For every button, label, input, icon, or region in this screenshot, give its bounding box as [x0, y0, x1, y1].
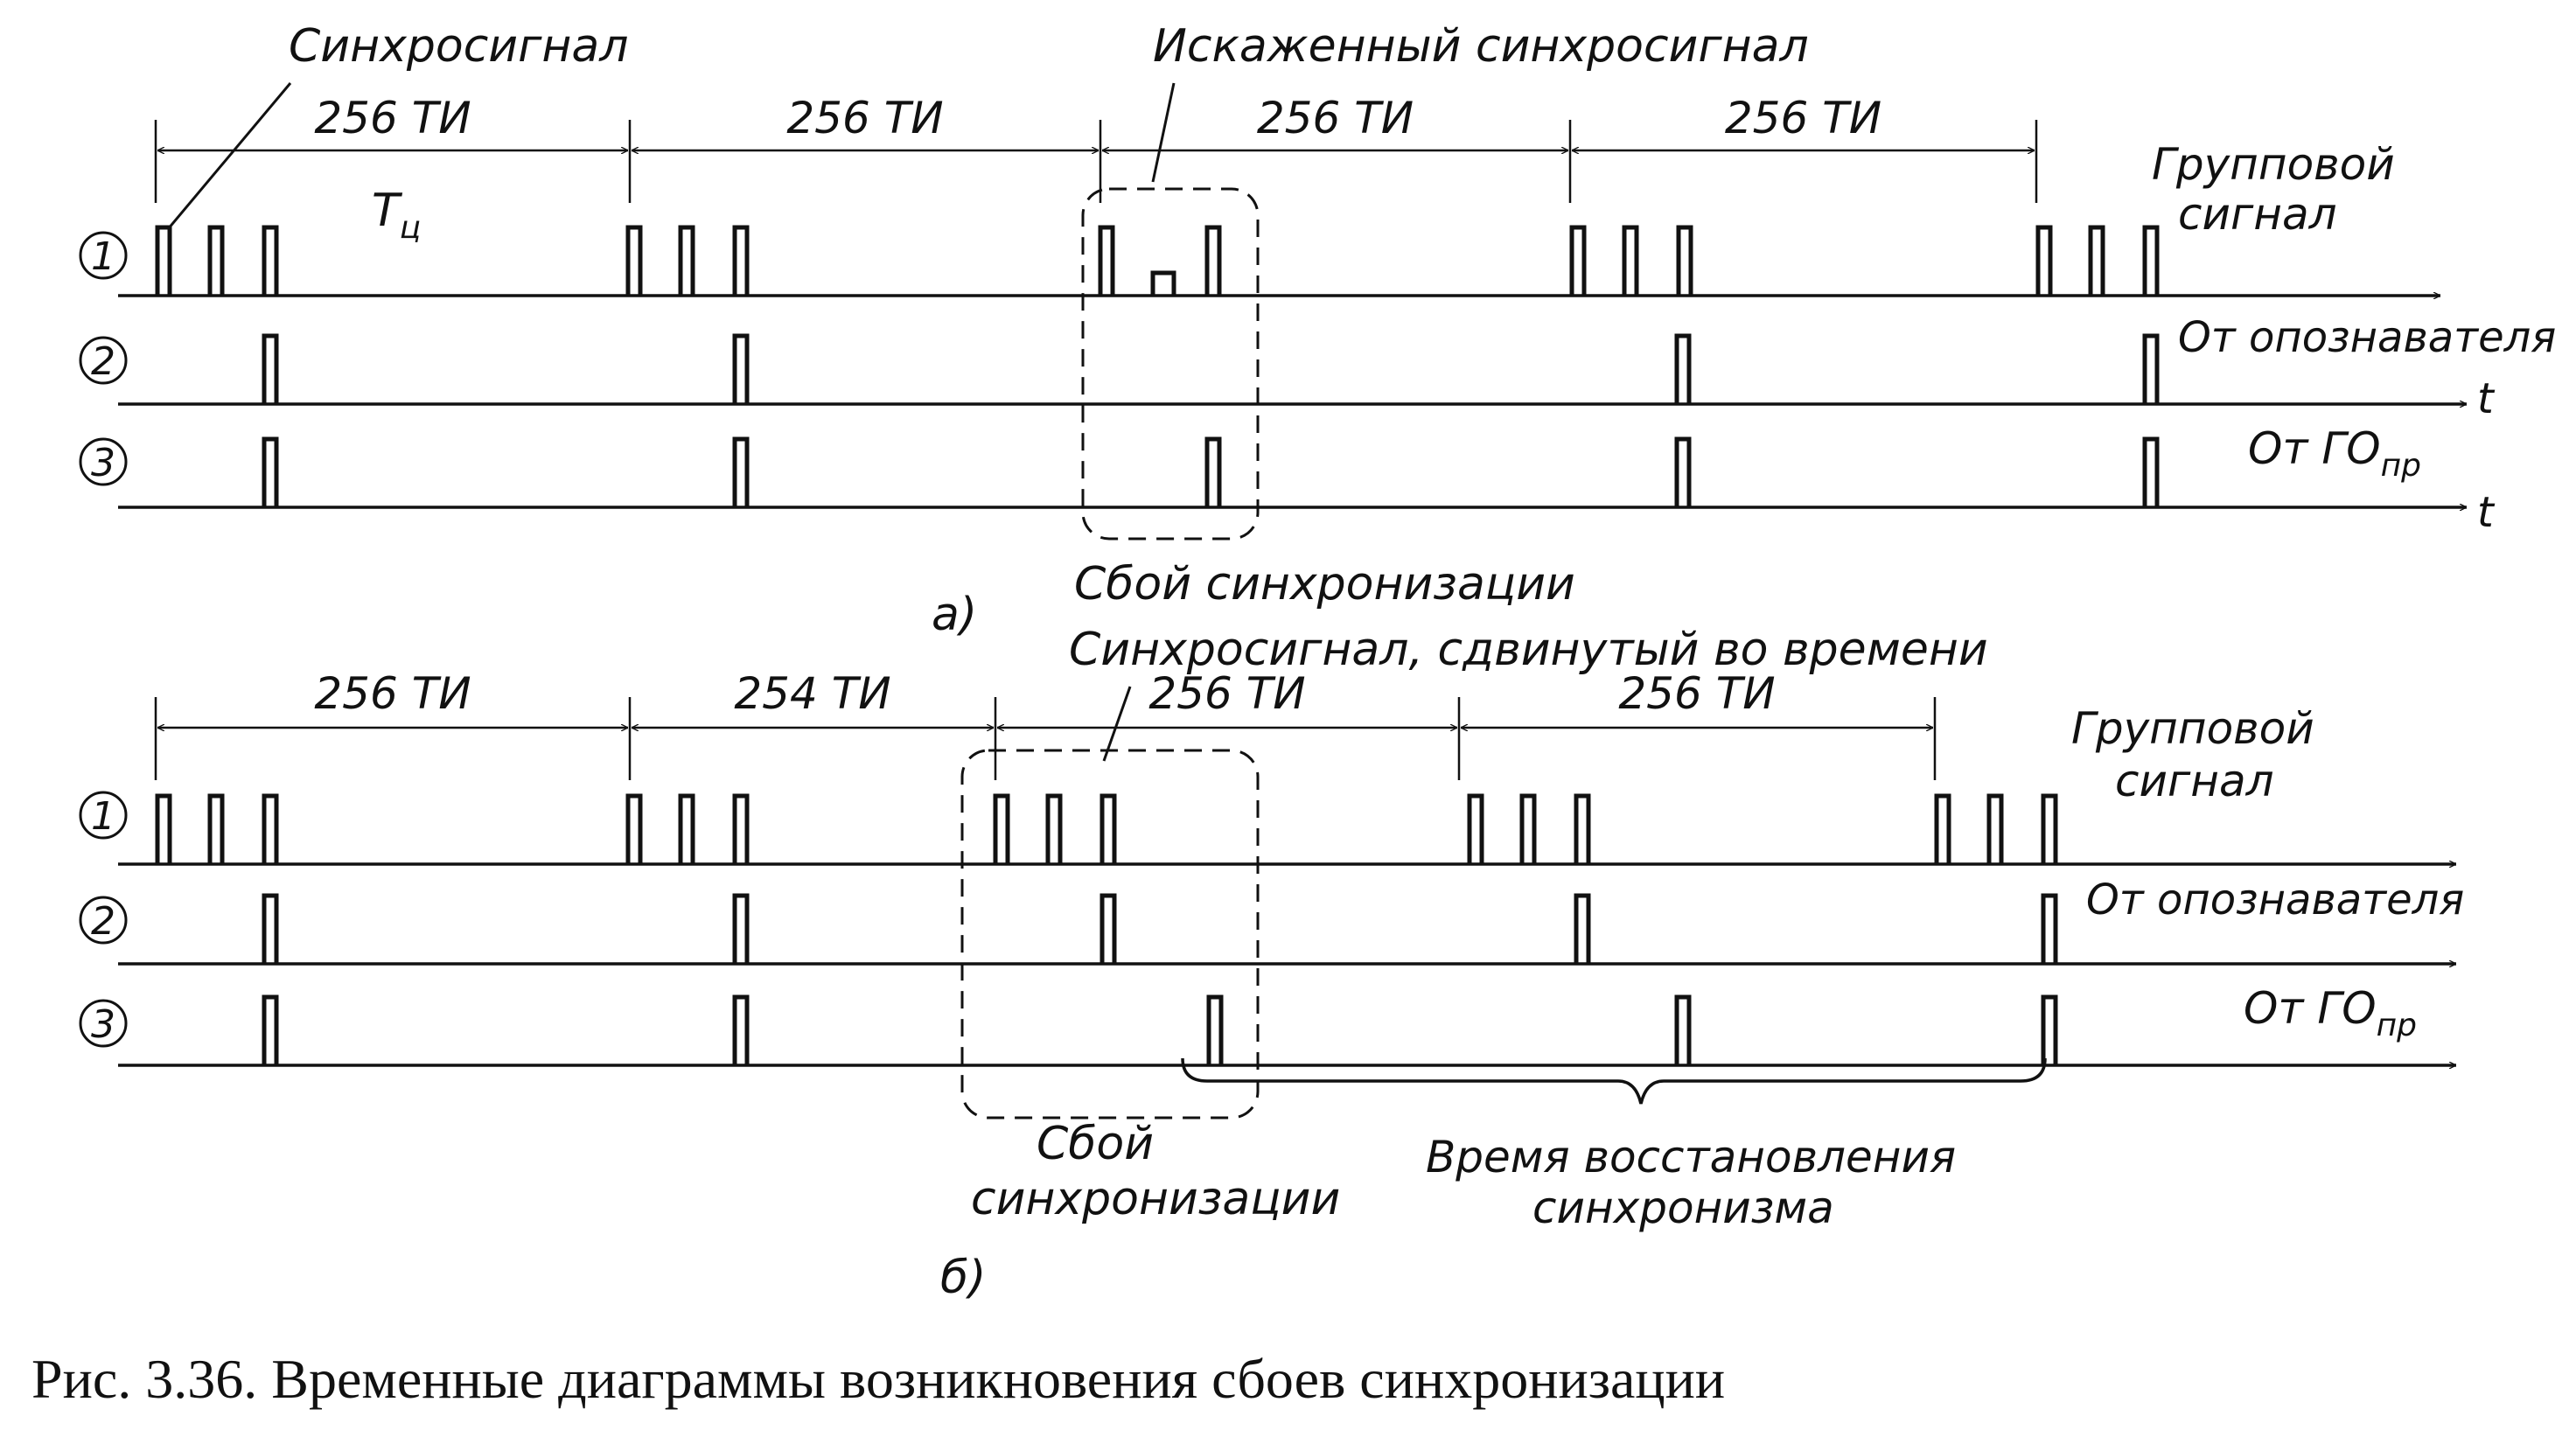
group-pulse: [2091, 227, 2103, 296]
panel-a-row-number: 2: [91, 339, 115, 384]
sync-failure-label-line2: синхронизации: [971, 1173, 1341, 1225]
sync-pulse: [1207, 227, 1219, 296]
panel-b-label: б): [940, 1252, 987, 1304]
sync-failure-label-line1: Сбой: [1037, 1118, 1154, 1170]
go-pulse: [2145, 439, 2157, 507]
failure-highlight-box: [1083, 189, 1258, 539]
group-pulse: [1102, 796, 1114, 864]
figure-caption: Рис. 3.36. Временные диаграммы возникновения сбоев синхронизации: [31, 1348, 1726, 1410]
identifier-pulse: [1677, 336, 1689, 404]
go-pulse: [735, 997, 747, 1065]
group-pulse: [681, 227, 693, 296]
go-pulse: [735, 439, 747, 507]
time-axis-label-row3: t: [2477, 488, 2494, 537]
go-pulse: [2043, 997, 2056, 1065]
interval-dimension-label: 254 ТИ: [734, 668, 891, 719]
group-pulse: [1470, 796, 1482, 864]
group-pulse: [1048, 796, 1060, 864]
identifier-pulse: [2145, 336, 2157, 404]
panel-a-label: а): [932, 589, 978, 641]
shifted-sync-label: Синхросигнал, сдвинутый во времени: [1069, 624, 1988, 676]
identifier-pulse: [735, 336, 747, 404]
identifier-pulse: [735, 896, 747, 964]
group-pulse: [264, 796, 276, 864]
identifier-pulse: [264, 896, 276, 964]
panel-b-row-number: 1: [91, 794, 115, 839]
group-pulse: [2145, 227, 2157, 296]
group-signal-label-line2: сигнал: [2115, 756, 2274, 806]
cycle-label: $Т_ц$: [372, 185, 422, 246]
go-pulse: [264, 439, 276, 507]
group-pulse: [1572, 227, 1584, 296]
interval-dimension-label: 256 ТИ: [1256, 93, 1414, 143]
panel-a-row-number: 1: [91, 234, 115, 279]
group-pulse: [681, 796, 693, 864]
group-pulse: [1679, 227, 1691, 296]
group-pulse: [2043, 796, 2056, 864]
group-pulse: [157, 227, 170, 296]
panel-b-row-number: 3: [91, 1002, 115, 1047]
group-signal-label-line1: Групповой: [2071, 703, 2314, 754]
interval-dimension-label: 256 ТИ: [786, 93, 944, 143]
group-pulse: [1522, 796, 1534, 864]
interval-dimension-label: 256 ТИ: [1148, 668, 1306, 719]
sync-label: Синхросигнал: [289, 20, 629, 73]
distorted-sync-pulse: [1153, 273, 1174, 296]
go-pulse: [1209, 997, 1221, 1065]
group-pulse: [628, 227, 640, 296]
from-identifier-label: От опознавателя: [2086, 875, 2465, 924]
group-pulse: [1576, 796, 1588, 864]
group-pulse: [735, 796, 747, 864]
identifier-pulse: [264, 336, 276, 404]
group-pulse: [995, 796, 1008, 864]
group-pulse: [1989, 796, 2001, 864]
group-signal-label-line1: Групповой: [2152, 139, 2395, 190]
sync-failure-label: Сбой синхронизации: [1074, 558, 1575, 610]
group-pulse: [628, 796, 640, 864]
group-pulse: [735, 227, 747, 296]
interval-dimension-label: 256 ТИ: [1618, 668, 1776, 719]
time-axis-label-row2: t: [2477, 374, 2494, 423]
distorted-sync-label: Искаженный синхросигнал: [1153, 20, 1809, 73]
group-pulse: [1624, 227, 1637, 296]
go-pulse: [1677, 439, 1689, 507]
sync-pulse: [1100, 227, 1113, 296]
panel-a-row-number: 3: [91, 441, 115, 485]
group-pulse: [210, 227, 222, 296]
identifier-pulse: [2043, 896, 2056, 964]
interval-dimension-label: 256 ТИ: [314, 668, 471, 719]
identifier-pulse: [1102, 896, 1114, 964]
group-pulse: [210, 796, 222, 864]
panel-b-row-number: 2: [91, 899, 115, 944]
group-pulse: [2038, 227, 2050, 296]
go-pulse: [264, 997, 276, 1065]
go-pulse: [1677, 997, 1689, 1065]
from-identifier-label: От опознавателя: [2178, 313, 2557, 362]
group-pulse: [264, 227, 276, 296]
distorted-sync-leader-line: [1153, 83, 1174, 182]
from-go-label: От $ГО_{пр}$: [2244, 983, 2417, 1043]
sync-leader-line: [168, 83, 290, 229]
group-pulse: [1937, 796, 1949, 864]
from-go-label: От $ГО_{пр}$: [2248, 423, 2421, 484]
group-signal-label-line2: сигнал: [2178, 189, 2337, 240]
interval-dimension-label: 256 ТИ: [1724, 93, 1882, 143]
recovery-time-label-line2: синхронизма: [1532, 1182, 1834, 1233]
go-pulse: [1207, 439, 1219, 507]
identifier-pulse: [1576, 896, 1588, 964]
interval-dimension-label: 256 ТИ: [314, 93, 471, 143]
recovery-time-label-line1: Время восстановления: [1426, 1132, 1957, 1182]
group-pulse: [157, 796, 170, 864]
